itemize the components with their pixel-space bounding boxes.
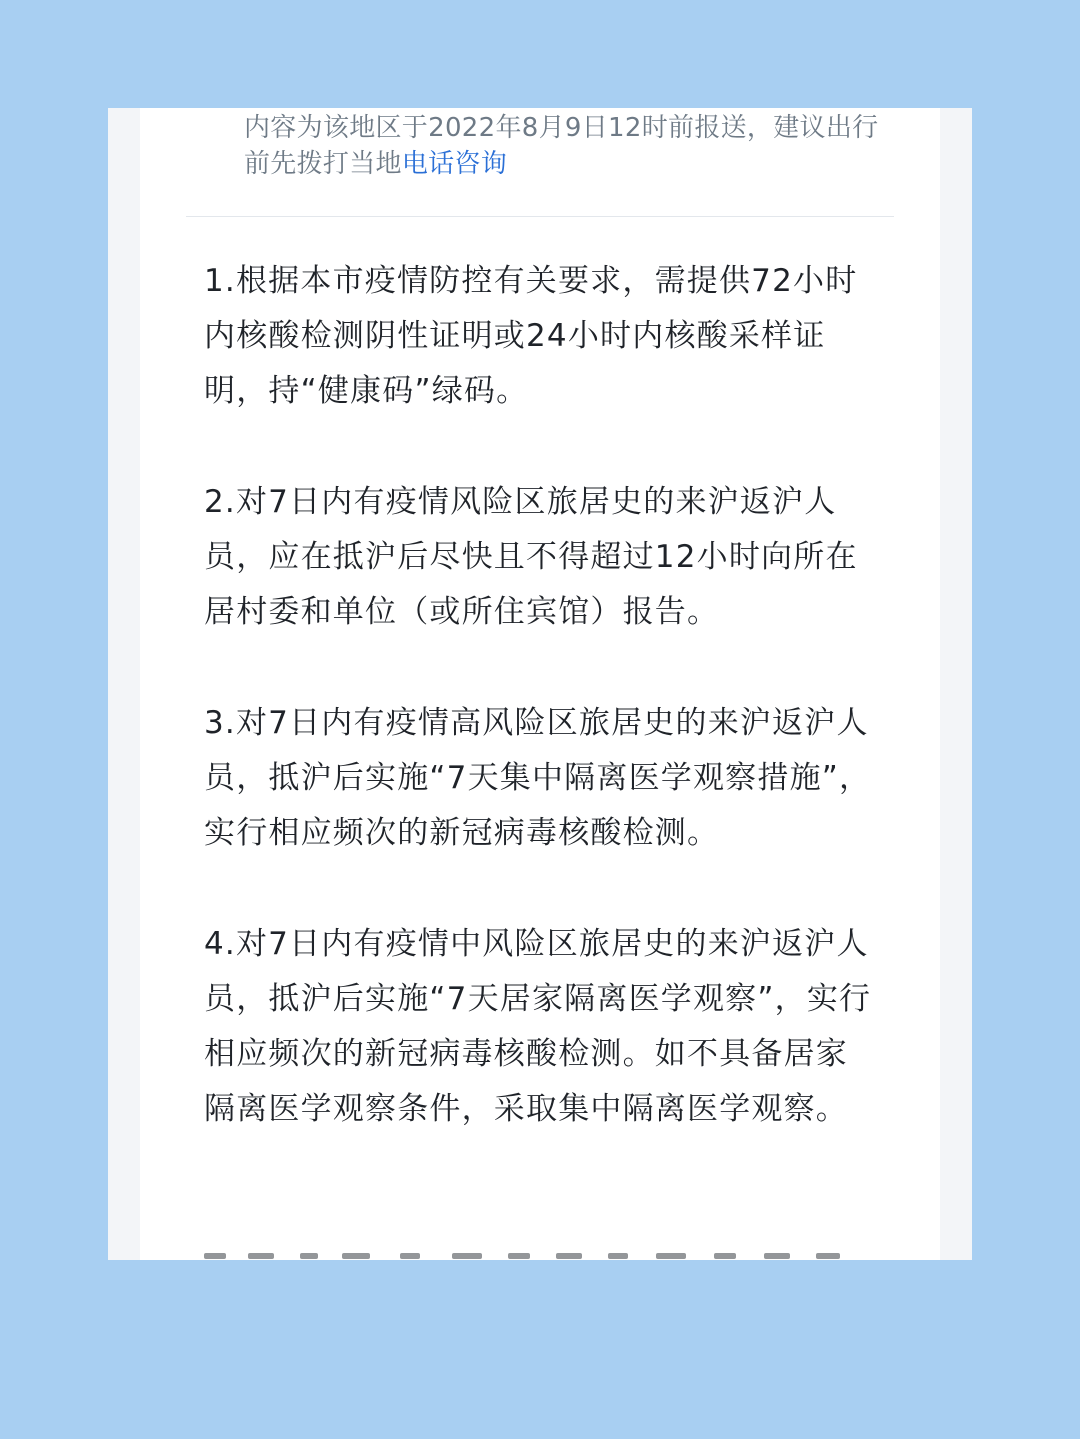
- policy-rule-1: 1.根据本市疫情防控有关要求，需提供72小时内核酸检测阴性证明或24小时内核酸采样证明，持“健康码”绿码。: [204, 263, 858, 409]
- policy-rules-list: [204, 254, 874, 1193]
- phone-consult-link[interactable]: 电话咨询: [401, 149, 508, 179]
- content-card: [140, 108, 940, 1260]
- cut-off-text-line: [204, 1248, 874, 1260]
- policy-rule-3: 3.对7日内有疫情高风险区旅居史的来沪返沪人员，抵沪后实施“7天集中隔离医学观察措施”，实行相应频次的新冠病毒核酸检测。: [204, 705, 872, 851]
- notice-text: 内容为该地区于2022年8月9日12时前报送，建议出行前先拨打当地: [244, 113, 879, 179]
- divider: [186, 216, 894, 217]
- policy-rule-4: 4.对7日内有疫情中风险区旅居史的来沪返沪人员，抵沪后实施“7天居家隔离医学观察”，实行相应频次的新冠病毒核酸检测。如不具备居家隔离医学观察条件，采取集中隔离医学观察。: [204, 926, 872, 1127]
- policy-rule-2: 2.对7日内有疫情风险区旅居史的来沪返沪人员，应在抵沪后尽快且不得超过12小时向所在居村委和单位（或所住宾馆）报告。: [204, 484, 858, 630]
- data-source-notice: [244, 110, 884, 182]
- screenshot-frame: [108, 108, 972, 1260]
